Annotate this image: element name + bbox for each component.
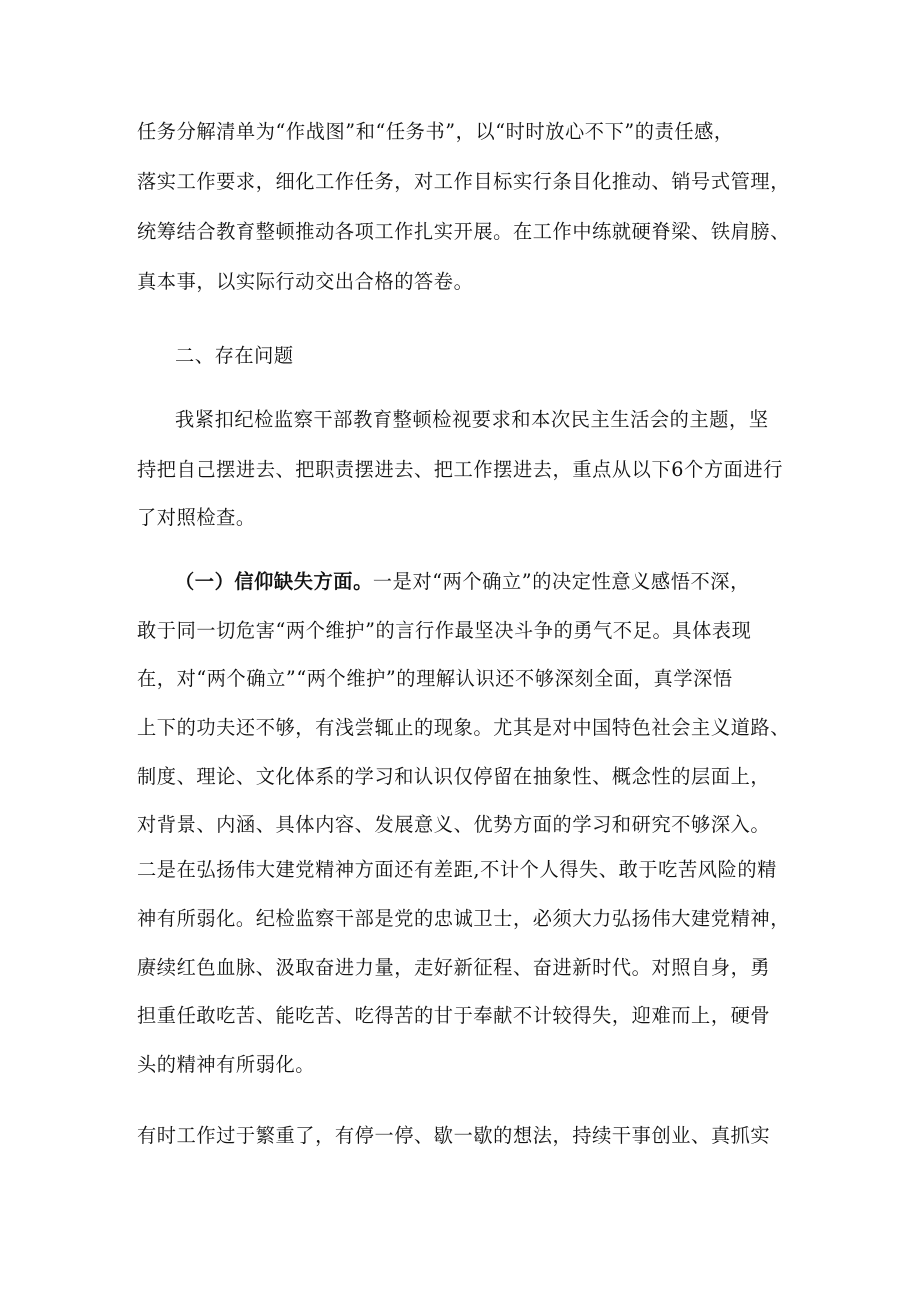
paragraph-line: 对背景、内涵、具体内容、发展意义、优势方面的学习和研究不够深入。 xyxy=(137,813,771,836)
paragraph-line: 持把自己摆进去、把职责摆进去、把工作摆进去，重点从以下6个方面进行 xyxy=(137,458,784,481)
paragraph-first-line xyxy=(175,570,797,594)
paragraph-line: 在，对“两个确立”“两个维护”的理解认识还不够深刻全面，真学深悟 xyxy=(137,667,733,690)
paragraph-line: 落实工作要求，细化工作任务，对工作目标实行条目化推动、销号式管理， xyxy=(137,170,790,193)
paragraph-line: 有时工作过于繁重了，有停一停、歇一歇的想法，持续干事创业、真抓实 xyxy=(137,1124,771,1147)
paragraph-line: 担重任敢吃苦、能吃苦、吃得苦的甘于奉献不计较得失，迎难而上，硬骨 xyxy=(137,1004,771,1027)
paragraph-line: 真本事，以实际行动交出合格的答卷。 xyxy=(137,270,474,293)
paragraph-line: 制度、理论、文化体系的学习和认识仅停留在抽象性、概念性的层面上， xyxy=(137,765,771,788)
paragraph-line: 敢于同一切危害“两个维护”的言行作最坚决斗争的勇气不足。具体表现 xyxy=(137,619,752,642)
paragraph-line: 赓续红色血脉、汲取奋进力量，走好新征程、奋进新时代。对照自身，勇 xyxy=(137,956,771,979)
paragraph-line: 二是在弘扬伟大建党精神方面还有差距,不计个人得失、敢于吃苦风险的精 xyxy=(137,858,777,881)
paragraph-line: 任务分解清单为“作战图”和“任务书”，以“时时放心不下”的责任感， xyxy=(137,120,734,143)
paragraph-line: 神有所弱化。纪检监察干部是党的忠诚卫士，必须大力弘扬伟大建党精神， xyxy=(137,907,790,930)
paragraph-line: 我紧扣纪检监察干部教育整顿检视要求和本次民主生活会的主题，坚 xyxy=(175,408,769,431)
subsection-heading: （一）信仰缺失方面。 xyxy=(175,570,373,593)
paragraph-text: 一是对“两个确立”的决定性意义感悟不深， xyxy=(372,570,750,593)
paragraph-line: 统筹结合教育整顿推动各项工作扎实开展。在工作中练就硬脊梁、铁肩膀、 xyxy=(137,220,790,243)
section-heading: 二、存在问题 xyxy=(175,344,294,367)
paragraph-line: 头的精神有所弱化。 xyxy=(137,1053,316,1076)
paragraph-line: 上下的功夫还不够，有浅尝辄止的现象。尤其是对中国特色社会主义道路、 xyxy=(137,716,790,739)
paragraph-line: 了对照检查。 xyxy=(137,506,256,529)
